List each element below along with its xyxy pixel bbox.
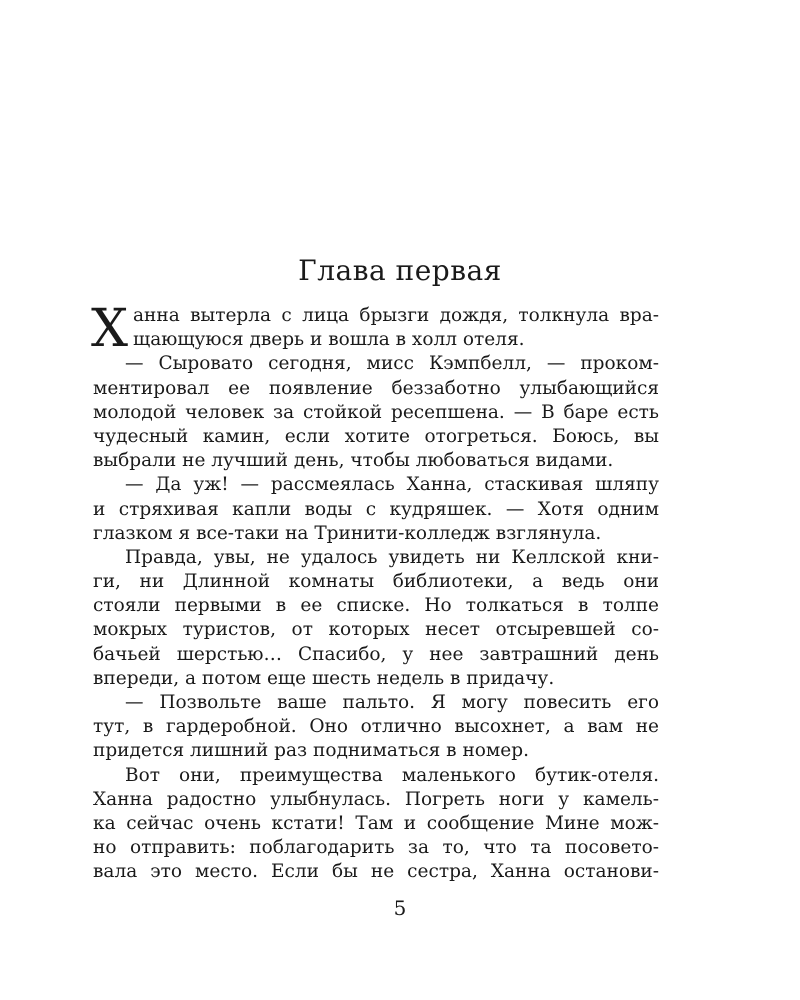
text-line: молодой человек за стойкой ресепшена. — В баре есть xyxy=(93,401,659,423)
text-line: щающуюся дверь и вошла в холл отеля. xyxy=(133,329,525,351)
drop-cap: Х xyxy=(91,299,129,359)
text-line: чудесный камин, если хотите отогреться. Боюсь, вы xyxy=(93,425,659,447)
text-line: мокрых туристов, от которых несет отсыревшей со- xyxy=(93,619,659,641)
text-line: впереди, а потом еще шесть недель в придачу. xyxy=(93,667,555,689)
text-line: ментировал ее появление беззаботно улыбающийся xyxy=(93,377,659,399)
text-line: стояли первыми в ее списке. Но толкаться в толпе xyxy=(93,595,659,617)
text-line: глазком я все-таки на Тринити-колледж взглянула. xyxy=(93,522,602,544)
text-line: тут, в гардеробной. Оно отлично высохнет, а вам не xyxy=(93,716,659,738)
text-line: — Сыровато сегодня, мисс Кэмпбелл, — проком- xyxy=(125,353,659,375)
text-line: — Да уж! — рассмеялась Ханна, стаскивая шляпу xyxy=(125,474,659,496)
text-line: ги, ни Длинной комнаты библиотеки, а ведь они xyxy=(93,571,659,593)
text-line: но отправить: поблагодарить за то, что та посовето- xyxy=(93,837,659,859)
text-line: выбрали не лучший день, чтобы любоваться видами. xyxy=(93,450,614,472)
text-line: придется лишний раз подниматься в номер. xyxy=(93,740,529,762)
text-line: ка сейчас очень кстати! Там и сообщение Мине мож- xyxy=(93,812,659,834)
chapter-title: Глава первая xyxy=(298,254,502,287)
text-line: — Позвольте ваше пальто. Я могу повесить его xyxy=(125,692,659,713)
text-line: Правда, увы, не удалось увидеть ни Келлской кни- xyxy=(125,546,659,568)
text-line: Вот они, преимущества маленького бутик-отеля. xyxy=(125,764,659,786)
text-line: вала это место. Если бы не сестра, Ханна останови- xyxy=(93,861,659,883)
text-line: анна вытерла с лица брызги дождя, толкнула вра- xyxy=(133,305,659,326)
body-text xyxy=(91,299,659,885)
text-line: бачьей шерстью… Спасибо, у нее завтрашний день xyxy=(93,643,659,665)
text-line: Ханна радостно улыбнулась. Погреть ноги у камель- xyxy=(93,788,659,810)
text-line: и стряхивая капли воды с кудряшек. — Хотя одним xyxy=(93,498,659,520)
page-number: 5 xyxy=(393,896,407,920)
